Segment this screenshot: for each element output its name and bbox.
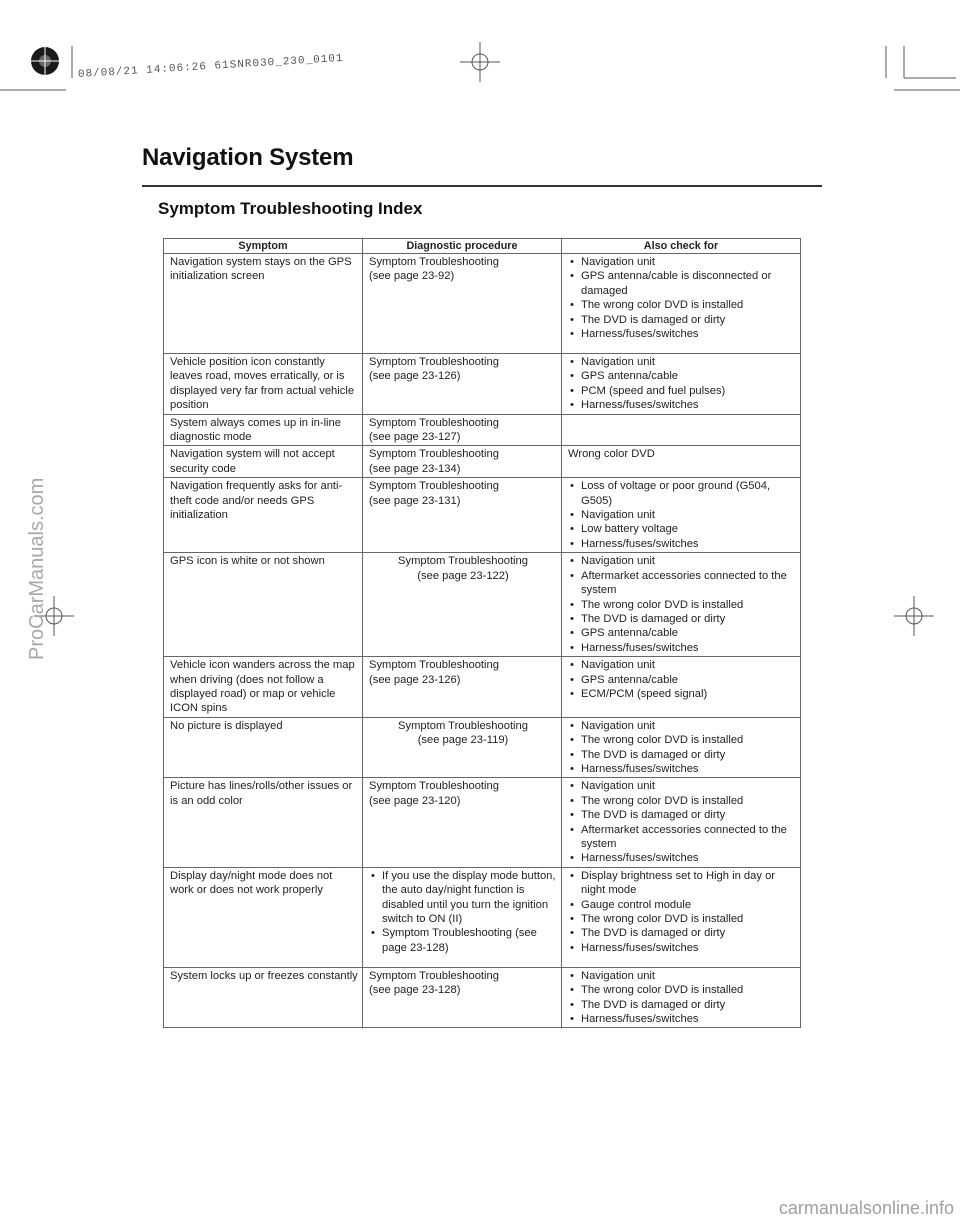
diagnostic-line: Symptom Troubleshooting bbox=[398, 555, 528, 568]
check-item: • The wrong color DVD is installed bbox=[568, 298, 796, 312]
check-item: • Navigation unit bbox=[568, 779, 796, 793]
check-item: • Navigation unit bbox=[568, 355, 796, 369]
diagnostic-cell bbox=[363, 478, 562, 553]
check-item: • The DVD is damaged or dirty bbox=[568, 612, 796, 626]
check-item: • The DVD is damaged or dirty bbox=[568, 998, 796, 1012]
diagnostic-item: • Symptom Troubleshooting (see page 23-128) bbox=[369, 926, 557, 955]
check-line: Wrong color DVD bbox=[568, 448, 655, 461]
page-title: Navigation System bbox=[142, 144, 354, 171]
also-check-cell bbox=[562, 867, 801, 967]
diagnostic-line: (see page 23-128) bbox=[369, 984, 461, 997]
check-list bbox=[568, 658, 796, 701]
table-row bbox=[164, 254, 801, 354]
diagnostic-line: Symptom Troubleshooting bbox=[369, 659, 499, 672]
symptom-cell: Navigation system will not accept security code bbox=[164, 446, 363, 478]
check-item: • Navigation unit bbox=[568, 658, 796, 672]
check-item: • Harness/fuses/switches bbox=[568, 762, 796, 776]
table-row bbox=[164, 717, 801, 778]
symptom-troubleshooting-table bbox=[163, 238, 801, 1028]
check-item: • The wrong color DVD is installed bbox=[568, 983, 796, 997]
diagnostic-line: Symptom Troubleshooting bbox=[369, 448, 499, 461]
diagnostic-line: (see page 23-127) bbox=[369, 431, 461, 444]
diagnostic-cell bbox=[363, 254, 562, 354]
check-item: • Harness/fuses/switches bbox=[568, 641, 796, 655]
check-list bbox=[568, 969, 796, 1027]
diagnostic-line: Symptom Troubleshooting bbox=[369, 256, 499, 268]
check-item: • Navigation unit bbox=[568, 508, 796, 522]
table-row bbox=[164, 446, 801, 478]
diagnostic-line: (see page 23-126) bbox=[369, 673, 461, 686]
diagnostic-cell bbox=[363, 553, 562, 657]
diagnostic-cell bbox=[363, 778, 562, 867]
check-item: • Aftermarket accessories connected to the system bbox=[568, 569, 796, 598]
crop-mark-top-left bbox=[0, 40, 90, 100]
diagnostic-cell bbox=[363, 867, 562, 967]
table-row bbox=[164, 778, 801, 867]
check-item: • GPS antenna/cable bbox=[568, 369, 796, 383]
check-item: • The DVD is damaged or dirty bbox=[568, 313, 796, 327]
crosshair-mark-right bbox=[894, 596, 934, 636]
symptom-cell: No picture is displayed bbox=[164, 717, 363, 778]
check-list bbox=[568, 719, 796, 777]
title-divider bbox=[142, 185, 822, 187]
also-check-cell bbox=[562, 414, 801, 446]
check-item: • Loss of voltage or poor ground (G504, G505) bbox=[568, 479, 796, 508]
check-item: • Harness/fuses/switches bbox=[568, 398, 796, 412]
also-check-cell bbox=[562, 254, 801, 354]
also-check-cell bbox=[562, 354, 801, 415]
diagnostic-line: (see page 23-119) bbox=[417, 734, 509, 747]
check-item: • ECM/PCM (speed signal) bbox=[568, 687, 796, 701]
diagnostic-cell bbox=[363, 414, 562, 446]
check-item: • Harness/fuses/switches bbox=[568, 537, 796, 551]
check-item: • GPS antenna/cable bbox=[568, 626, 796, 640]
symptom-cell: GPS icon is white or not shown bbox=[164, 553, 363, 657]
also-check-cell bbox=[562, 553, 801, 657]
table-row bbox=[164, 414, 801, 446]
check-item: • The wrong color DVD is installed bbox=[568, 794, 796, 808]
check-item: • The DVD is damaged or dirty bbox=[568, 808, 796, 822]
check-item: • Harness/fuses/switches bbox=[568, 1012, 796, 1026]
table-body bbox=[164, 254, 801, 1028]
check-list bbox=[568, 255, 796, 341]
diagnostic-cell bbox=[363, 717, 562, 778]
table-row bbox=[164, 657, 801, 718]
symptom-cell: Vehicle icon wanders across the map when driving (does not follow a displayed road) or map or vehicle ICON spins bbox=[164, 657, 363, 718]
also-check-cell bbox=[562, 967, 801, 1028]
diagnostic-item: • If you use the display mode button, the auto day/night function is disabled until you turn the ignition switch to ON (II) bbox=[369, 869, 557, 927]
diagnostic-cell bbox=[363, 354, 562, 415]
diagnostic-line: (see page 23-134) bbox=[369, 462, 461, 475]
table-row bbox=[164, 553, 801, 657]
check-list bbox=[568, 554, 796, 655]
column-header-symptom: Symptom bbox=[164, 239, 363, 254]
check-item: • GPS antenna/cable bbox=[568, 673, 796, 687]
diagnostic-line: (see page 23-131) bbox=[369, 494, 461, 507]
symptom-cell: Navigation frequently asks for anti-theft code and/or needs GPS initialization bbox=[164, 478, 363, 553]
bottom-watermark: carmanualsonline.info bbox=[778, 1198, 954, 1218]
also-check-cell bbox=[562, 446, 801, 478]
crosshair-mark-top-center bbox=[460, 42, 500, 82]
check-list bbox=[568, 355, 796, 413]
check-list bbox=[568, 779, 796, 865]
check-item: • The wrong color DVD is installed bbox=[568, 598, 796, 612]
check-item: • Harness/fuses/switches bbox=[568, 851, 796, 865]
diagnostic-list bbox=[369, 869, 557, 955]
check-item: • Navigation unit bbox=[568, 969, 796, 983]
diagnostic-line: (see page 23-126) bbox=[369, 370, 461, 383]
symptom-cell: System always comes up in in-line diagnostic mode bbox=[164, 414, 363, 446]
diagnostic-line: Symptom Troubleshooting bbox=[369, 780, 499, 793]
check-item: • PCM (speed and fuel pulses) bbox=[568, 384, 796, 398]
table-row bbox=[164, 478, 801, 553]
check-item: • The wrong color DVD is installed bbox=[568, 733, 796, 747]
also-check-cell bbox=[562, 778, 801, 867]
symptom-cell: System locks up or freezes constantly bbox=[164, 967, 363, 1028]
check-item: • Harness/fuses/switches bbox=[568, 941, 796, 955]
also-check-cell bbox=[562, 657, 801, 718]
check-item: • Aftermarket accessories connected to the system bbox=[568, 823, 796, 852]
symptom-cell: Navigation system stays on the GPS initialization screen bbox=[164, 254, 363, 354]
diagnostic-line: (see page 23-120) bbox=[369, 794, 461, 807]
diagnostic-line: Symptom Troubleshooting bbox=[398, 719, 528, 732]
diagnostic-cell bbox=[363, 967, 562, 1028]
check-item: • Harness/fuses/switches bbox=[568, 327, 796, 341]
diagnostic-line: (see page 23-122) bbox=[417, 569, 509, 582]
diagnostic-cell bbox=[363, 446, 562, 478]
diagnostic-line: Symptom Troubleshooting bbox=[369, 969, 499, 982]
diagnostic-line: Symptom Troubleshooting bbox=[369, 480, 499, 493]
table-row bbox=[164, 867, 801, 967]
table-row bbox=[164, 354, 801, 415]
check-item: • The DVD is damaged or dirty bbox=[568, 926, 796, 940]
column-header-also-check-for: Also check for bbox=[562, 239, 801, 254]
print-stamp: 08/08/21 14:06:26 61SNR030_230_0101 bbox=[77, 52, 344, 81]
column-header-diagnostic-procedure: Diagnostic procedure bbox=[363, 239, 562, 254]
section-title: Symptom Troubleshooting Index bbox=[158, 199, 423, 218]
check-item: • Gauge control module bbox=[568, 898, 796, 912]
crop-mark-top-right bbox=[870, 40, 960, 100]
table-row bbox=[164, 967, 801, 1028]
diagnostic-line: Symptom Troubleshooting bbox=[369, 416, 499, 429]
check-item: • Navigation unit bbox=[568, 719, 796, 733]
check-item: • Display brightness set to High in day or night mode bbox=[568, 869, 796, 898]
check-item: • Navigation unit bbox=[568, 255, 796, 269]
symptom-cell: Picture has lines/rolls/other issues or is an odd color bbox=[164, 778, 363, 867]
check-list bbox=[568, 869, 796, 955]
also-check-cell bbox=[562, 717, 801, 778]
diagnostic-line: Symptom Troubleshooting bbox=[369, 356, 499, 368]
check-item: • GPS antenna/cable is disconnected or damaged bbox=[568, 269, 796, 298]
check-item: • The DVD is damaged or dirty bbox=[568, 748, 796, 762]
check-item: • The wrong color DVD is installed bbox=[568, 912, 796, 926]
diagnostic-line: (see page 23-92) bbox=[369, 270, 455, 283]
side-watermark: ProCarManuals.com bbox=[26, 477, 48, 660]
also-check-cell bbox=[562, 478, 801, 553]
check-item: • Navigation unit bbox=[568, 554, 796, 568]
table-header-row bbox=[164, 239, 801, 254]
symptom-cell: Vehicle position icon constantly leaves road, moves erratically, or is displayed very far from actual vehicle position bbox=[164, 354, 363, 415]
check-item: • Low battery voltage bbox=[568, 522, 796, 536]
check-list bbox=[568, 479, 796, 551]
symptom-cell: Display day/night mode does not work or does not work properly bbox=[164, 867, 363, 967]
diagnostic-cell bbox=[363, 657, 562, 718]
